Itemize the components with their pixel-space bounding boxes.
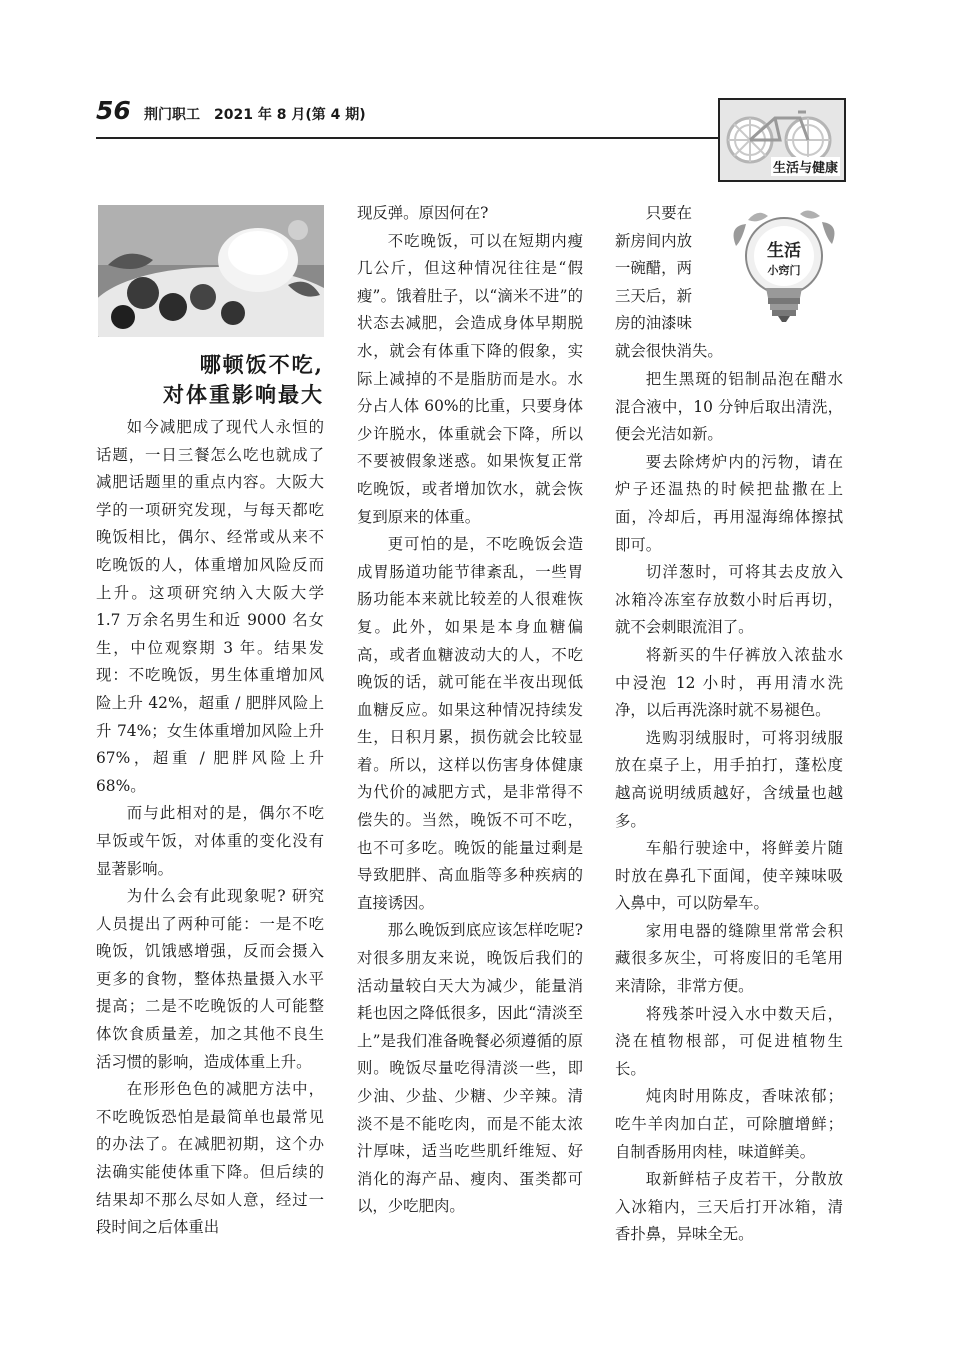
paragraph: 在形形色色的减肥方法中，不吃晚饭恐怕是最简单也最常见的办法了。在减肥初期，这个办法确实能使体重下降。但后续的结果却不那么尽如人意，经过一段时间之后体重出 [96, 1080, 324, 1237]
tip-item: 将残茶叶浸入水中数天后，浇在植物根部，可促进植物生长。 [615, 1004, 843, 1078]
tip-item: 要去除烤炉内的污物，请在炉子还温热的时候把盐撒在上面，冷却后，再用湿海绵体擦拭即可。 [615, 452, 843, 554]
tip-line: 只要在 [645, 204, 692, 222]
article-column-2 [357, 200, 583, 1221]
section-badge [718, 98, 846, 182]
tip-item: 车船行驶途中，将鲜姜片随时放在鼻孔下面闻，使辛辣味吸入鼻中，可以防晕车。 [615, 839, 843, 913]
food-dish-photo [98, 205, 324, 337]
lightbulb-icon [728, 206, 840, 324]
tip-item: 取新鲜桔子皮若干，分散放入冰箱内，三天后打开冰箱，清香扑鼻，异味全无。 [615, 1170, 843, 1244]
article-column-1 [96, 414, 324, 1242]
tip-item: 炖肉时用陈皮，香味浓郁；吃牛羊肉加白芷，可除膻增鲜；自制香肠用肉桂，味道鲜美。 [615, 1087, 843, 1161]
tip-line: 三天后，新 [615, 286, 692, 305]
bulb-label-1: 生活 [767, 241, 801, 261]
section-label: 生活与健康 [771, 157, 840, 176]
paragraph: 那么晚饭到底应该怎样吃呢? 对很多朋友来说，晚饭后我们的活动量较白天大为减少，能量消耗也因之降低很多，因此“清淡至上”是我们准备晚餐必须遵循的原则。晚饭尽量吃得清淡一些，即少油、少盐、少糖、少辛辣。清淡不是不能吃肉，而是不能太浓汁厚味，适当吃些肌纤维短、好消化的海产品、瘦肉、蛋类都可以，少吃肥肉。 [357, 921, 583, 1216]
header-rule [96, 137, 720, 139]
paragraph: 更可怕的是，不吃晚饭会造成胃肠道功能节律紊乱，一些胃肠功能本来就比较差的人很难恢复。此外，如果是本身血糖偏高，或者血糖波动大的人，不吃晚饭的话，就可能在半夜出现低血糖反应。如果这种情况持续发生，日积月累，损伤就会比较显着。所以，这样以伤害身体健康为代价的减肥方式，是非常得不偿失的。当然，晚饭不可不吃，也不可多吃。晚饭的能量过剩是导致肥胖、高血脂等多种疾病的直接诱因。 [357, 535, 583, 912]
article-headline [112, 350, 324, 410]
tip-item: 家用电器的缝隙里常常会积藏很多灰尘，可将废旧的毛笔用来清除，非常方便。 [615, 921, 843, 996]
tip-item: 选购羽绒服时，可将羽绒服放在桌子上，用手拍打，蓬松度越高说明绒质越好，含绒量也越多。 [615, 728, 843, 830]
headline-line-1: 哪顿饭不吃, [199, 352, 324, 377]
page-number: 56 [96, 96, 131, 125]
headline-line-2: 对体重影响最大 [163, 382, 324, 407]
tips-column [615, 366, 843, 1249]
page-header [96, 96, 716, 136]
paragraph: 不吃晚饭，可以在短期内瘦几公斤，但这种情况往往是“假瘦”。饿着肚子，以“滴米不进”的状态去减肥，会造成身体早期脱水，就会有体重下降的假象，实际上减掉的不是脂肪而是水。水分占人体 60%的比重，只要身体少许脱水，体重就会下降，所以不要被假象迷惑。如果恢复正常吃晚饭，或者增加饮水，就会恢复到原来的体重。 [357, 231, 583, 526]
tip-line: 一碗醋，两 [615, 259, 692, 278]
publication-info: 荆门职工 2021 年 8 月(第 4 期) [144, 107, 366, 123]
tip-item: 切洋葱时，可将其去皮放入冰箱冷冻室存放数小时后再切，就不会刺眼流泪了。 [615, 563, 843, 637]
paragraph: 如今减肥成了现代人永恒的话题，一日三餐怎么吃也就成了减肥话题里的重点内容。大阪大学的一项研究发现，与每天都吃晚饭相比，偶尔、经常或从来不吃晚饭的人，体重增加风险反而上升。这项研究纳入大阪大学 1.7 万余名男生和近 9000 名女生，中位观察期 3 年。结果发现：不吃晚饭，男生体重增加风险上升 42%，超重 / 肥胖风险上升 74%；女生体重增加风险上升 67%，超重 / 肥胖风险上升 68%。 [96, 418, 324, 795]
paragraph: 为什么会有此现象呢? 研究人员提出了两种可能：一是不吃晚饭，饥饿感增强，反而会摄入更多的食物，整体热量摄入水平提高；二是不吃晚饭的人可能整体饮食质量差，加之其他不良生活习惯的影响，造成体重上升。 [96, 887, 324, 1071]
tip-item: 将新买的牛仔裤放入浓盐水中浸泡 12 小时，再用清水洗净，以后再洗涤时就不易褪色。 [615, 645, 843, 720]
tip-line: 房的油漆味 [615, 314, 692, 333]
tip-line: 新房间内放 [615, 231, 692, 250]
tip-item: 把生黑斑的铝制品泡在醋水混合液中，10 分钟后取出清洗，便会光洁如新。 [615, 370, 843, 444]
paragraph: 现反弹。原因何在? [357, 204, 489, 222]
tip-line: 就会很快消失。 [615, 341, 723, 360]
bulb-label-2: 小窍门 [767, 264, 801, 277]
paragraph: 而与此相对的是，偶尔不吃早饭或午饭，对体重的变化没有显著影响。 [96, 804, 324, 878]
